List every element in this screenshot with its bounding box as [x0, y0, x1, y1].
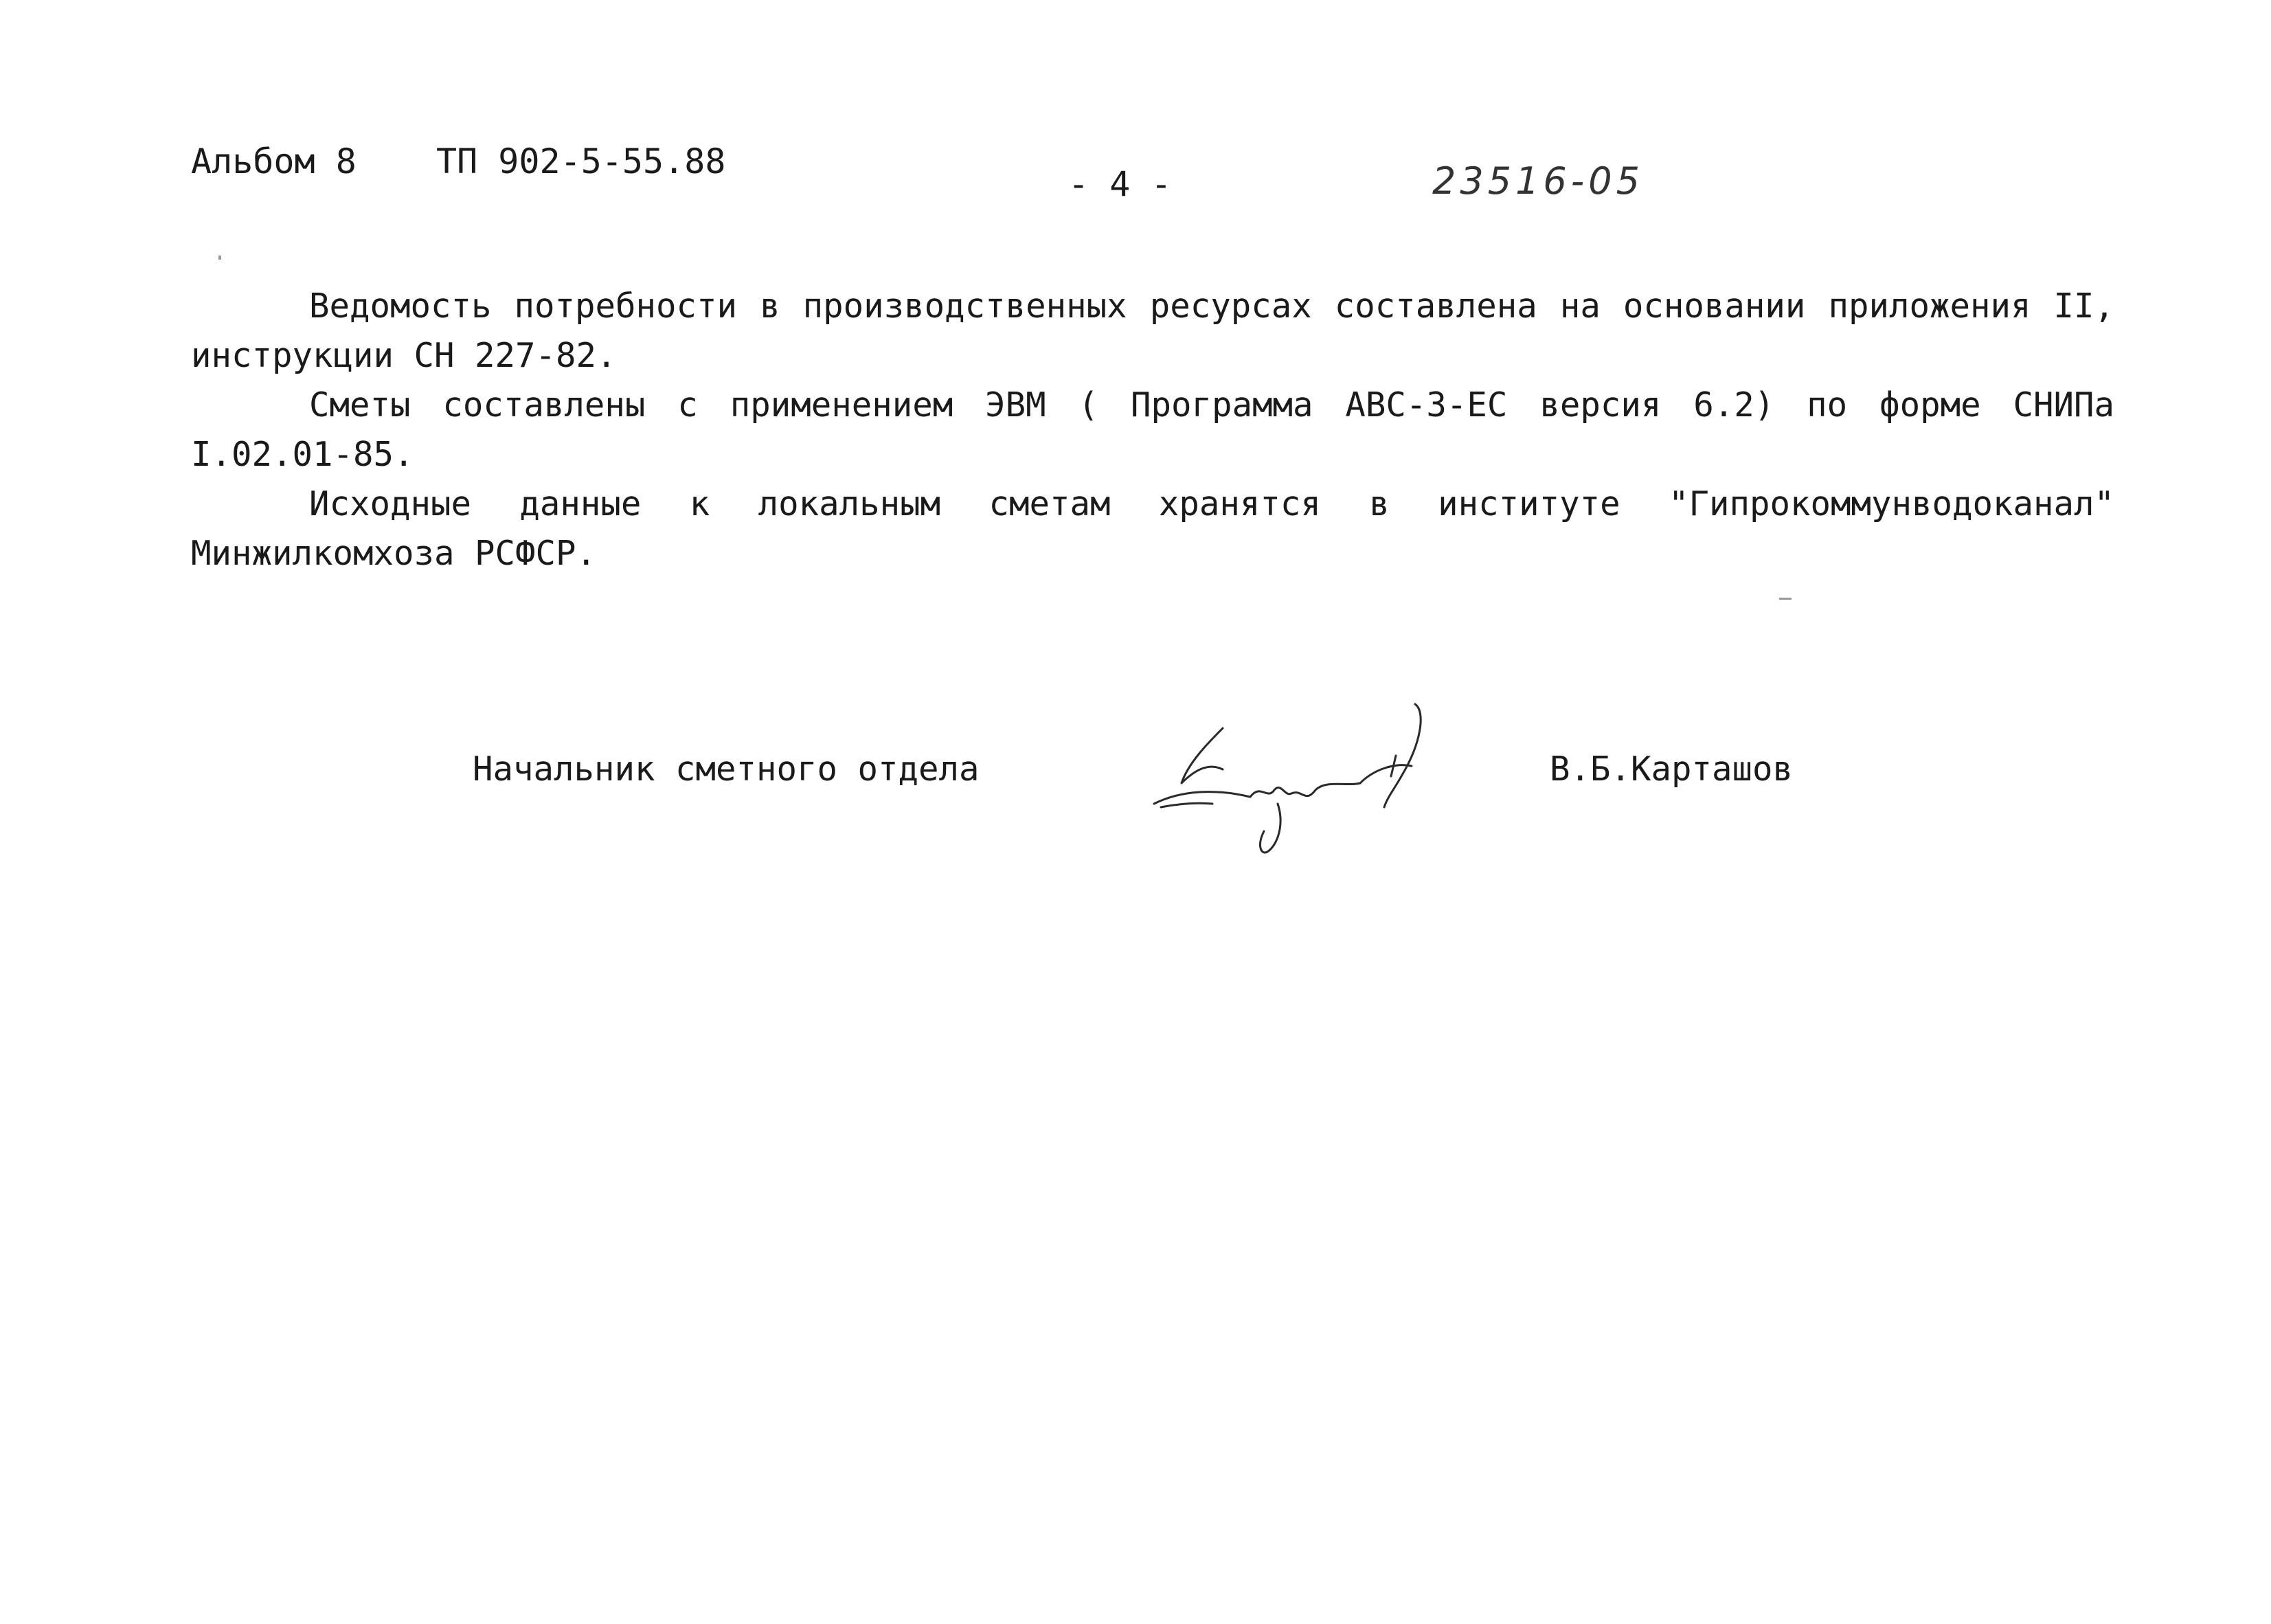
position-title: Начальник сметного отдела: [473, 749, 980, 789]
paragraph: Сметы составлены с применением ЭВМ ( Программа АВС-3-ЕС версия 6.2) по форме СНИПа I.02.01-85.: [191, 385, 2114, 474]
signer-name: В.Б.Карташов: [1550, 749, 1794, 789]
page-number: - 4 -: [1068, 164, 1172, 204]
paragraph: Исходные данные к локальным сметам хранятся в институте "Гипрокоммунводоканал" Минжилкомхоза РСФСР.: [191, 484, 2114, 573]
handwritten-signature: [1140, 687, 1463, 866]
scan-speck: [1779, 598, 1792, 600]
body-text: [191, 282, 2114, 578]
scan-speck: [218, 256, 221, 260]
handwritten-code: 23516-05: [1432, 159, 1644, 203]
album-label: Альбом 8: [191, 142, 357, 181]
project-code: ТП 902-5-55.88: [436, 142, 726, 181]
paragraph: Ведомость потребности в производственных ресурсах составлена на основании приложения II, инструкции СН 227-82.: [191, 286, 2114, 375]
